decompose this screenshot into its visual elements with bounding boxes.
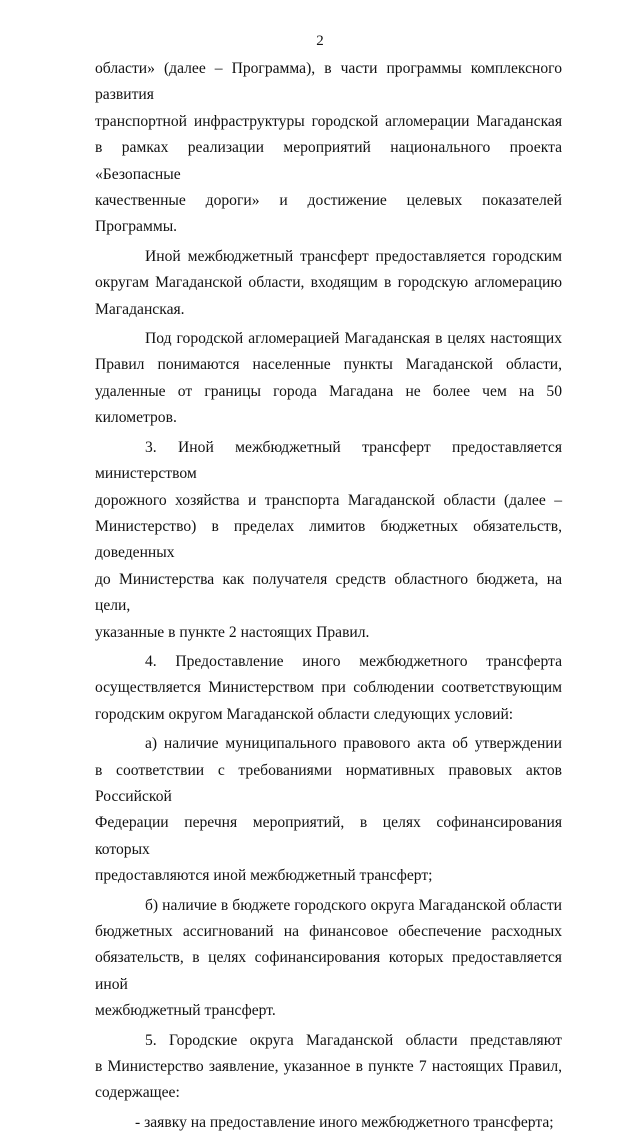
text-line: - заявку на предоставление иного межбюджетного трансферта;	[135, 1113, 554, 1131]
text-line: межбюджетный трансферт.	[95, 1002, 276, 1020]
text-line: Под городской агломерацией Магаданская в целях настоящих	[145, 330, 562, 348]
text-line: в Министерство заявление, указанное в пункте 7 настоящих Правил,	[95, 1058, 562, 1076]
text-line: Федерации перечня мероприятий, в целях софинансирования которых	[95, 814, 562, 858]
text-line: а) наличие муниципального правового акта об утверждении	[145, 735, 562, 753]
text-line: 4. Предоставление иного межбюджетного трансферта	[145, 652, 562, 670]
paragraph-2	[95, 244, 562, 323]
text-line: до Министерства как получателя средств областного бюджета, на цели,	[95, 570, 562, 615]
text-line: осуществляется Министерством при соблюдении соответствующим	[95, 679, 562, 697]
text-line: 3. Иной межбюджетный трансферт предоставляется министерством	[95, 438, 562, 483]
text-line: 5. Городские округа Магаданской области представляют	[145, 1031, 562, 1049]
text-line: б) наличие в бюджете городского округа Магаданской области	[145, 896, 562, 914]
text-line: округам Магаданской области, входящим в городскую агломерацию	[95, 274, 562, 292]
text-line: обязательств, в целях софинансирования которых предоставляется иной	[95, 949, 562, 993]
text-line: содержащее:	[95, 1084, 180, 1102]
text-line: дорожного хозяйства и транспорта Магаданской области (далее –	[95, 491, 562, 509]
text-line: Магаданская.	[95, 300, 185, 318]
text-line: Правил понимаются населенные пункты Магаданской области,	[95, 356, 562, 374]
paragraph-7	[95, 893, 562, 1025]
paragraph-3	[95, 326, 562, 432]
text-line: области» (далее – Программа), в части программы комплексного развития	[95, 60, 562, 104]
text-line: Министерство) в пределах лимитов бюджетных обязательств, доведенных	[95, 517, 562, 562]
text-line: предоставляются иной межбюджетный трансферт;	[95, 867, 433, 885]
document-body	[95, 56, 562, 1136]
text-line: качественные дороги» и достижение целевых показателей Программы.	[95, 192, 562, 236]
text-line: бюджетных ассигнований на финансовое обеспечение расходных	[95, 923, 562, 940]
paragraph-6	[95, 731, 562, 889]
text-line: удаленные от границы города Магадана не более чем на 50 километров.	[95, 382, 562, 427]
paragraph-4	[95, 435, 562, 646]
text-line: транспортной инфраструктуры городской агломерации Магаданская	[95, 112, 562, 130]
paragraph-9	[95, 1110, 562, 1136]
paragraph-5	[95, 649, 562, 728]
text-line: в соответствии с требованиями нормативных правовых актов Российской	[95, 761, 562, 805]
paragraph-1	[95, 56, 562, 241]
page-number: 2	[316, 33, 324, 49]
text-line: указанные в пункте 2 настоящих Правил.	[95, 623, 370, 641]
text-line: Иной межбюджетный трансферт предоставляется городским	[145, 247, 562, 265]
text-line: в рамках реализации мероприятий национального проекта «Безопасные	[95, 139, 562, 183]
text-line: городским округом Магаданской области следующих условий:	[95, 705, 514, 723]
paragraph-8	[95, 1028, 562, 1107]
